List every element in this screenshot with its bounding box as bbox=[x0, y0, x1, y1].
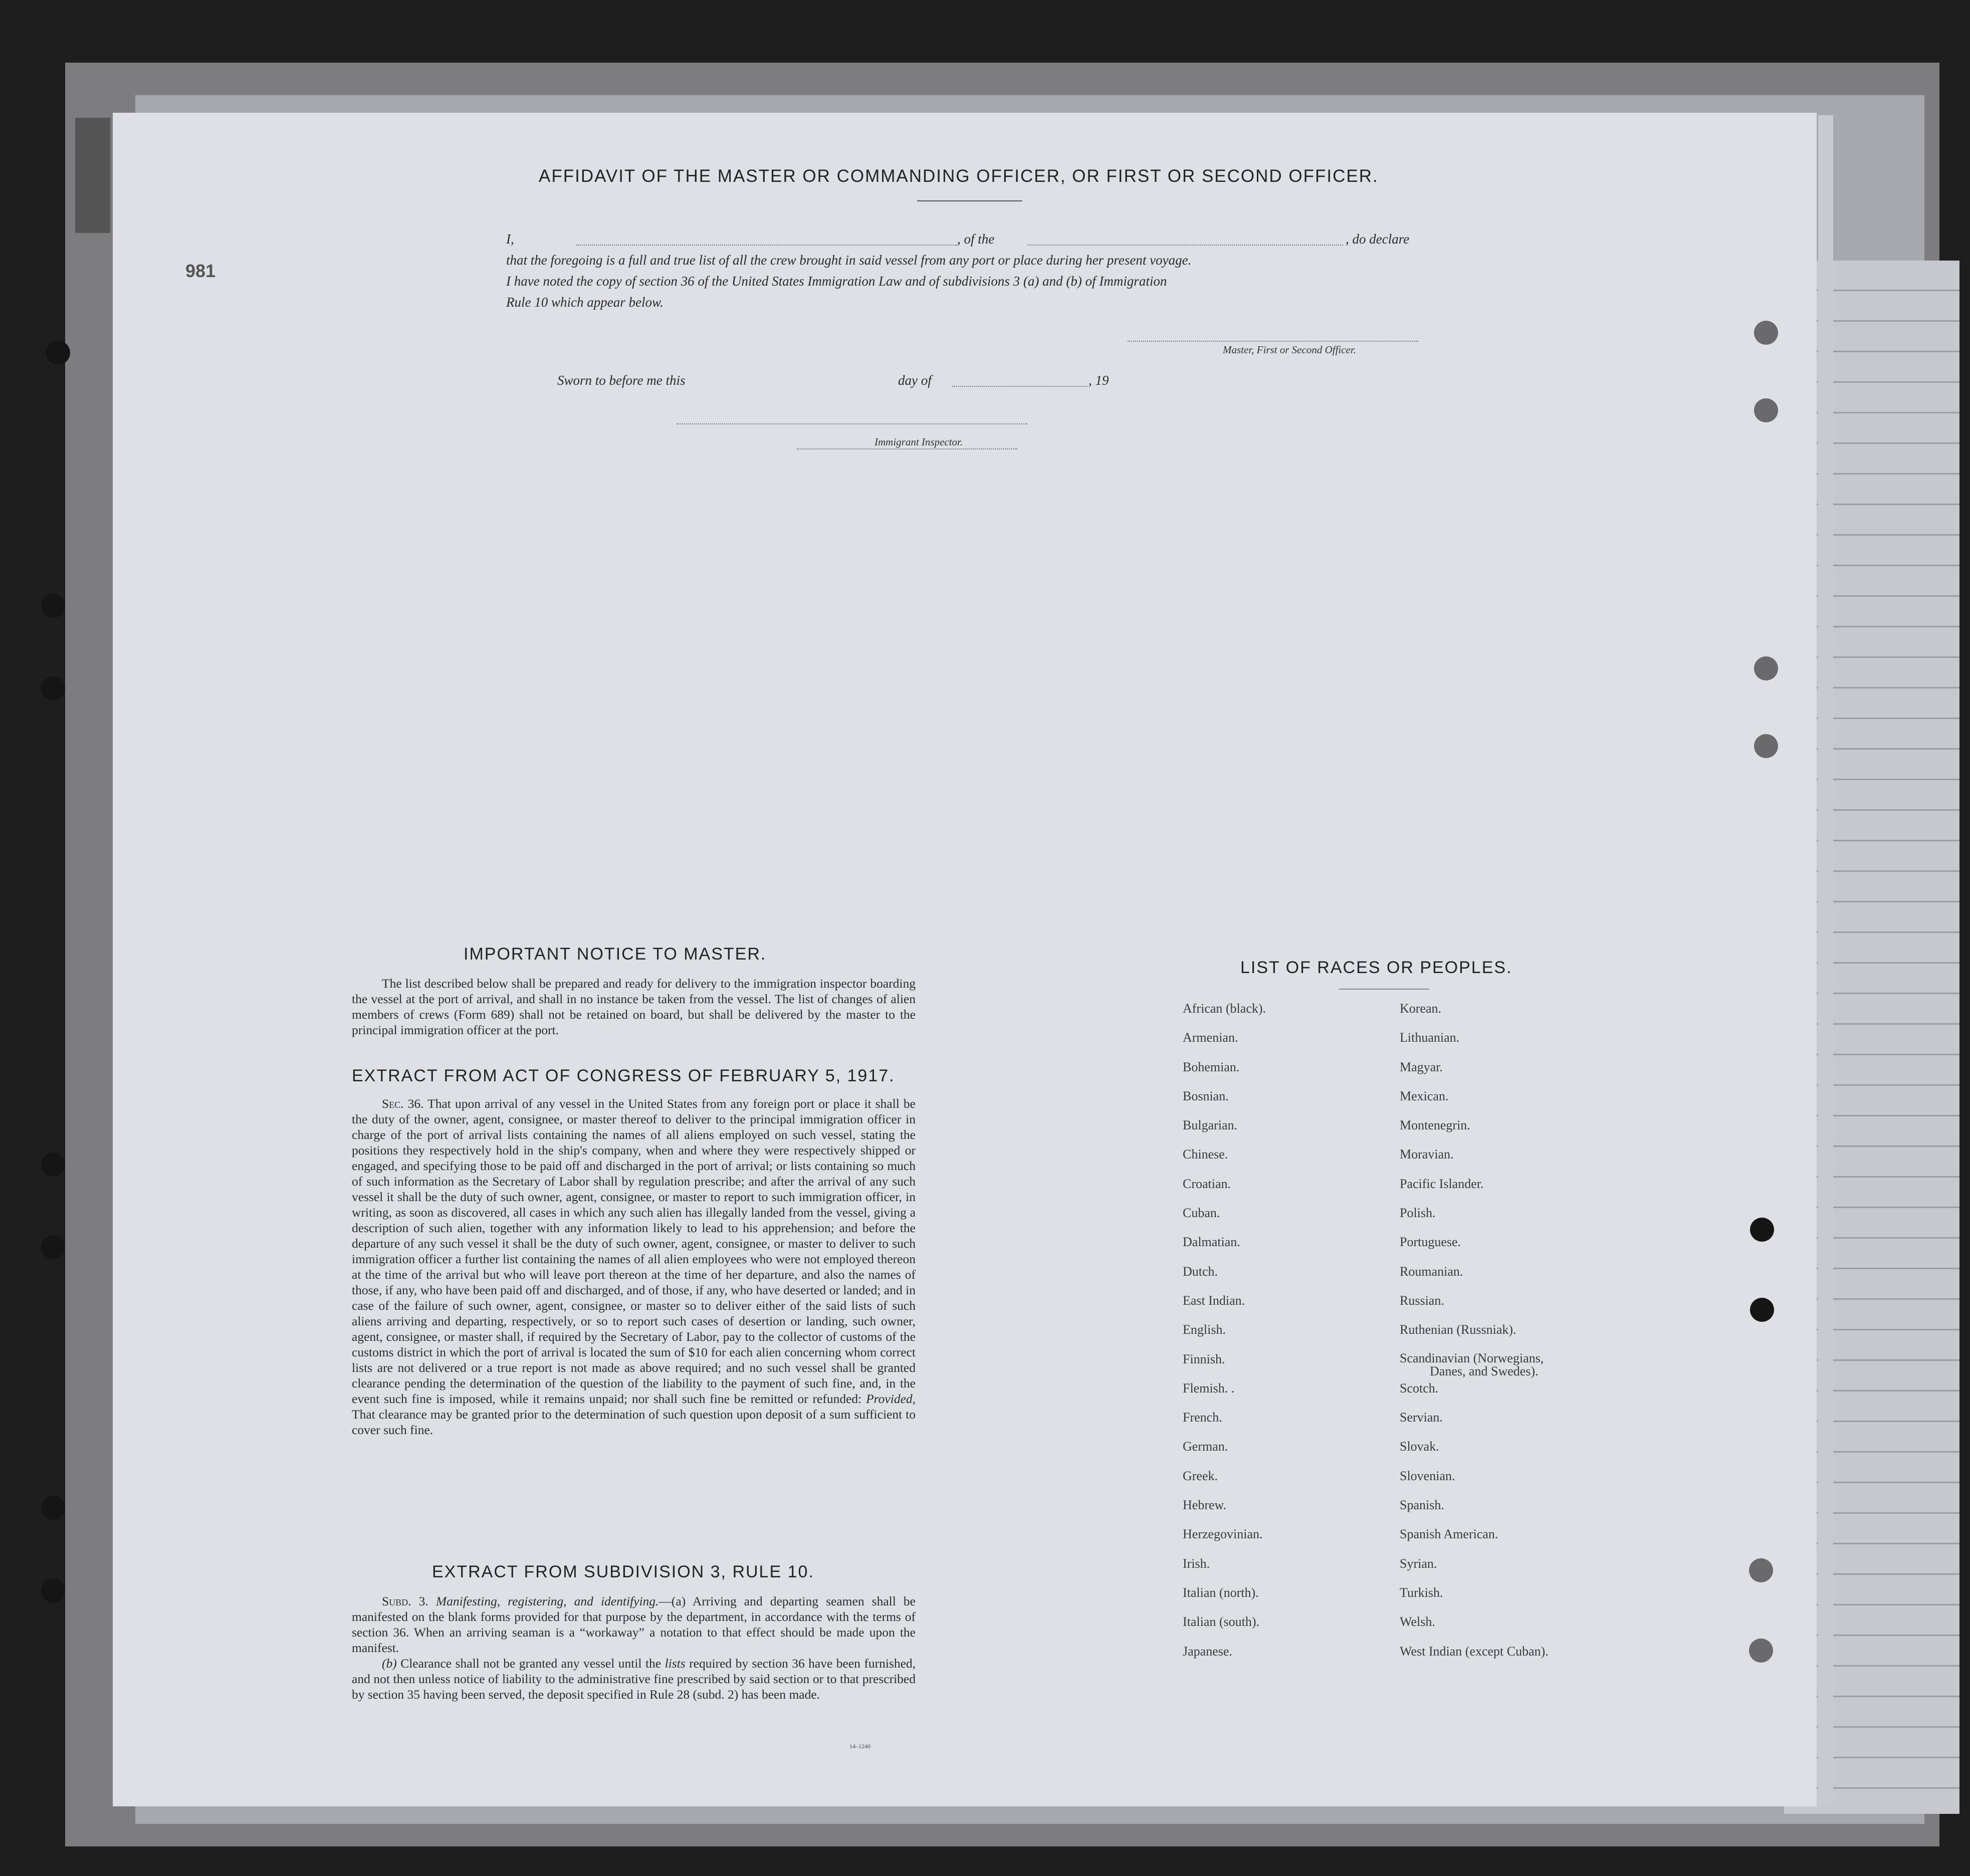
punch-hole bbox=[46, 341, 70, 365]
sworn-text: Sworn to before me this bbox=[557, 373, 686, 388]
race-item: Dutch. bbox=[1183, 1264, 1218, 1279]
affidavit-of-the: , of the bbox=[957, 231, 995, 247]
race-item: Polish. bbox=[1400, 1206, 1436, 1221]
race-item: Moravian. bbox=[1400, 1147, 1454, 1162]
affidavit-line-2: that the foregoing is a full and true list of all the crew brought in said vessel from any port or place during her present voyage. bbox=[506, 253, 1192, 268]
para-b-lists: lists bbox=[665, 1656, 686, 1671]
punch-hole bbox=[41, 594, 65, 618]
race-item: Korean. bbox=[1400, 1001, 1442, 1016]
race-item: Chinese. bbox=[1183, 1147, 1228, 1162]
margin-stamp: 981 bbox=[185, 261, 216, 281]
race-item: Roumanian. bbox=[1400, 1264, 1463, 1279]
race-item: Slovak. bbox=[1400, 1439, 1439, 1454]
provided-word: Provided, bbox=[866, 1391, 916, 1406]
race-item: Armenian. bbox=[1183, 1030, 1238, 1045]
race-item: Bohemian. bbox=[1183, 1059, 1240, 1074]
race-item: Flemish. . bbox=[1183, 1380, 1235, 1395]
race-item-scandinavian-cont: Danes, and Swedes). bbox=[1430, 1363, 1539, 1378]
punch-hole bbox=[1749, 1558, 1773, 1582]
master-signature-label: Master, First or Second Officer. bbox=[1223, 344, 1356, 356]
form-number: 14–1240 bbox=[849, 1743, 870, 1750]
race-item: African (black). bbox=[1183, 1001, 1266, 1016]
punch-hole bbox=[41, 1578, 65, 1602]
race-item: Croatian. bbox=[1183, 1176, 1231, 1191]
race-item: Italian (south). bbox=[1183, 1614, 1260, 1629]
punch-hole bbox=[1750, 1298, 1774, 1322]
race-item: Spanish. bbox=[1400, 1498, 1444, 1513]
subd-heading: Manifesting, registering, and identifying. bbox=[435, 1594, 659, 1608]
race-item: Hebrew. bbox=[1183, 1498, 1227, 1513]
races-right-column bbox=[1400, 1001, 1549, 1673]
race-item: Montenegrin. bbox=[1400, 1118, 1470, 1133]
rule-para-b bbox=[352, 1656, 916, 1702]
race-item: Magyar. bbox=[1400, 1059, 1443, 1074]
act-extract-block bbox=[352, 1096, 916, 1438]
race-item: Irish. bbox=[1183, 1556, 1210, 1571]
page-edge bbox=[1818, 115, 1833, 1804]
race-item: Syrian. bbox=[1400, 1556, 1437, 1571]
notice-title: IMPORTANT NOTICE TO MASTER. bbox=[464, 945, 767, 964]
punch-hole bbox=[1750, 1218, 1774, 1242]
day-of-text: day of bbox=[898, 373, 932, 388]
punch-hole bbox=[1754, 656, 1778, 680]
race-item: Servian. bbox=[1400, 1410, 1443, 1425]
affidavit-title: AFFIDAVIT OF THE MASTER OR COMMANDING OFFICER, OR FIRST OR SECOND OFFICER. bbox=[539, 166, 1379, 186]
race-item: Bosnian. bbox=[1183, 1088, 1229, 1103]
race-item: Welsh. bbox=[1400, 1614, 1435, 1629]
rule-extract-title: EXTRACT FROM SUBDIVISION 3, RULE 10. bbox=[432, 1562, 814, 1581]
act-extract-title: EXTRACT FROM ACT OF CONGRESS OF FEBRUARY 5, 1917. bbox=[352, 1066, 895, 1085]
race-item: Bulgarian. bbox=[1183, 1118, 1238, 1133]
punch-hole bbox=[1754, 321, 1778, 345]
race-item: Turkish. bbox=[1400, 1585, 1443, 1600]
race-item: English. bbox=[1183, 1322, 1226, 1337]
year-prefix: , 19 bbox=[1088, 373, 1109, 388]
affidavit-i: I, bbox=[506, 231, 514, 247]
affidavit-line-4: Rule 10 which appear below. bbox=[506, 295, 664, 310]
inspector-line-upper bbox=[677, 423, 1027, 424]
race-item: Dalmatian. bbox=[1183, 1235, 1240, 1250]
race-item: French. bbox=[1183, 1410, 1222, 1425]
binder-tab bbox=[75, 118, 110, 233]
act-extract-text: That upon arrival of any vessel in the United States from any foreign port or place it shall be the duty of the owner, agent, consignee, or master thereof to deliver to the principal immigration officer in charge of the port of arrival lists containing the names of all aliens employed on such vessel, stating the positions they respectively hold in the ship's company, when and where they were respectively shipped or engaged, and specifying those to be paid off and discharged in the port of arrival; or lists containing so much of such information as the Secretary of Labor shall by regulation prescribe; and after the arrival of any such vessel it shall be the duty of such owner, agent, consignee, or master to report to such immigration officer, in writing, as soon as discovered, all cases in which any such alien has illegally landed from the vessel, giving a description of such alien, together with any information likely to lead to his apprehension; and before the departure of any such vessel it shall be the duty of such owner, agent, consignee, or master to deliver to such immigration officer a further list containing the names of all alien employees who were not employed thereon at the time of the arrival but who will leave port thereon at the time of her departure, and also the names of those, if any, who have been paid off and discharged, and of those, if any, who have deserted or landed; and in case of the failure of such owner, agent, consignee, or master so to deliver either of the said lists of such aliens arriving and departing, respectively, or so to report such cases of desertion or landing, such owner, agent, consignee, or master shall, if required by the Secretary of Labor, pay to the collector of customs of the customs district in which the port of arrival is located the sum of $10 for each alien concerning whom correct lists are not delivered or a true report is not made as above required; and no such vessel shall be granted clearance pending the determination of the question of the liability to the payment of such fine, and, in the event such fine is imposed, while it remains unpaid; nor shall such fine be remitted or refunded: bbox=[352, 1096, 916, 1406]
subd-label: Subd. 3. bbox=[382, 1594, 428, 1608]
race-item: West Indian (except Cuban). bbox=[1400, 1644, 1549, 1659]
race-item: Mexican. bbox=[1400, 1088, 1449, 1103]
punch-hole bbox=[41, 1152, 65, 1177]
master-name-field bbox=[576, 245, 957, 246]
para-b-label: (b) bbox=[382, 1656, 397, 1671]
section-label: Sec. 36. bbox=[382, 1096, 424, 1111]
punch-hole bbox=[1754, 398, 1778, 422]
act-extract-text-end: That clearance may be granted prior to the determination of such question upon deposit of a sum sufficient to cover such fine. bbox=[352, 1407, 916, 1437]
race-item: Scotch. bbox=[1400, 1380, 1439, 1395]
rule-extract-block bbox=[352, 1593, 916, 1702]
race-item: Japanese. bbox=[1183, 1644, 1232, 1659]
notice-text-block bbox=[352, 976, 916, 1038]
rule-para-a-text: —(a) Arriving and departing seamen shall be manifested on the blank forms provided for that purpose by the department, in accordance with the terms of section 36. When an arriving seaman is a “workaway” a notation to that effect should be made upon the manifest. bbox=[352, 1594, 916, 1655]
race-item: Greek. bbox=[1183, 1468, 1218, 1483]
notice-paragraph: The list described below shall be prepared and ready for delivery to the immigration inspector boarding the vessel at the port of arrival, and shall in no instance be taken from the vessel. The list of changes of alien members of crews (Form 689) shall not be retained on board, but shall be delivered by the master to the principal immigration officer at the port. bbox=[352, 976, 916, 1037]
race-item: Finnish. bbox=[1183, 1351, 1225, 1366]
punch-hole bbox=[41, 676, 65, 700]
punch-hole bbox=[41, 1496, 65, 1520]
day-field bbox=[952, 386, 1087, 387]
race-item: Ruthenian (Russniak). bbox=[1400, 1322, 1516, 1337]
race-item: Pacific Islander. bbox=[1400, 1176, 1484, 1191]
inspector-label: Immigrant Inspector. bbox=[874, 436, 963, 448]
races-left-column bbox=[1183, 1001, 1266, 1673]
affidavit-line-1 bbox=[506, 231, 514, 247]
race-item bbox=[1400, 1352, 1549, 1381]
race-item: East Indian. bbox=[1183, 1293, 1245, 1308]
race-item: Cuban. bbox=[1183, 1206, 1220, 1221]
race-item: Russian. bbox=[1400, 1293, 1444, 1308]
document-page bbox=[113, 113, 1817, 1806]
race-item: German. bbox=[1183, 1439, 1228, 1454]
inspector-line-lower bbox=[797, 448, 1017, 449]
rule-para-a bbox=[352, 1593, 916, 1656]
races-title: LIST OF RACES OR PEOPLES. bbox=[1240, 958, 1512, 977]
race-item: Herzegovinian. bbox=[1183, 1527, 1263, 1542]
affidavit-title-rule bbox=[917, 200, 1022, 201]
master-signature-line bbox=[1128, 341, 1418, 342]
races-title-rule bbox=[1339, 989, 1429, 990]
affidavit-declare: , do declare bbox=[1346, 231, 1410, 247]
para-b-end: required by section 36 have been furnished, and not then unless notice of liability to the administrative fine prescribed by said section or to that prescribed by section 35 having been served, the deposit specified in Rule 28 (subd. 2) has been made. bbox=[352, 1656, 916, 1702]
race-item: Portuguese. bbox=[1400, 1235, 1461, 1250]
race-item: Spanish American. bbox=[1400, 1527, 1498, 1542]
race-item: Lithuanian. bbox=[1400, 1030, 1460, 1045]
race-item: Italian (north). bbox=[1183, 1585, 1259, 1600]
punch-hole bbox=[41, 1235, 65, 1259]
race-item: Slovenian. bbox=[1400, 1468, 1455, 1483]
act-extract-paragraph bbox=[352, 1096, 916, 1438]
punch-hole bbox=[1749, 1638, 1773, 1663]
vessel-name-field bbox=[1027, 245, 1343, 246]
race-item-scandinavian: Scandinavian (Norwegians, bbox=[1400, 1350, 1544, 1365]
affidavit-line-3: I have noted the copy of section 36 of the United States Immigration Law and of subdivisions 3 (a) and (b) of Immigration bbox=[506, 274, 1167, 289]
punch-hole bbox=[1754, 734, 1778, 758]
para-b-start: Clearance shall not be granted any vessel until the bbox=[400, 1656, 662, 1671]
